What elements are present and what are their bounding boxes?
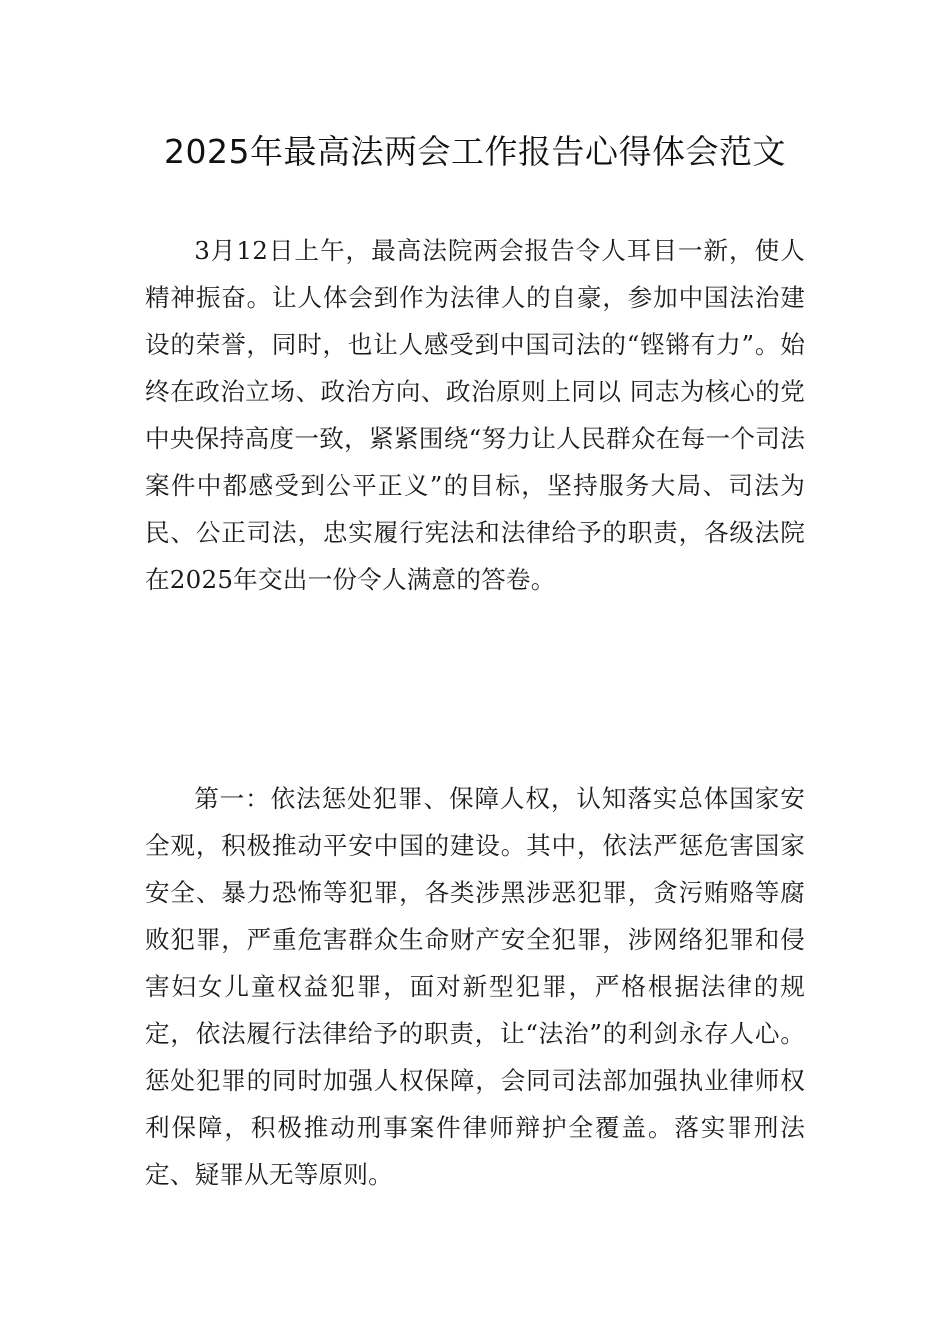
- paragraph-first-point: 第一：依法惩处犯罪、保障人权，认知落实总体国家安全观，积极推动平安中国的建设。其中，依法严惩危害国家安全、暴力恐怖等犯罪，各类涉黑涉恶犯罪，贪污贿赂等腐败犯罪，严重危害群众生命财产安全犯罪，涉网络犯罪和侵害妇女儿童权益犯罪，面对新型犯罪，严格根据法律的规定，依法履行法律给予的职责，让“法治”的利剑永存人心。惩处犯罪的同时加强人权保障，会同司法部加强执业律师权利保障，积极推动刑事案件律师辩护全覆盖。落实罪刑法定、疑罪从无等原则。: [145, 784, 805, 1189]
- paragraph-intro: 3月12日上午，最高法院两会报告令人耳目一新，使人精神振奋。让人体会到作为法律人的自豪，参加中国法治建设的荣誉，同时，也让人感受到中国司法的“铿锵有力”。始终在政治立场、政治方向、政治原则上同以 同志为核心的党中央保持高度一致，紧紧围绕“努力让人民群众在每一个司法案件中都感受到公平正义”的目标，坚持服务大局、司法为民、公正司法，忠实履行宪法和法律给予的职责，各级法院在2025年交出一份令人满意的答卷。: [145, 236, 805, 594]
- document-title: 2025年最高法两会工作报告心得体会范文: [164, 132, 786, 171]
